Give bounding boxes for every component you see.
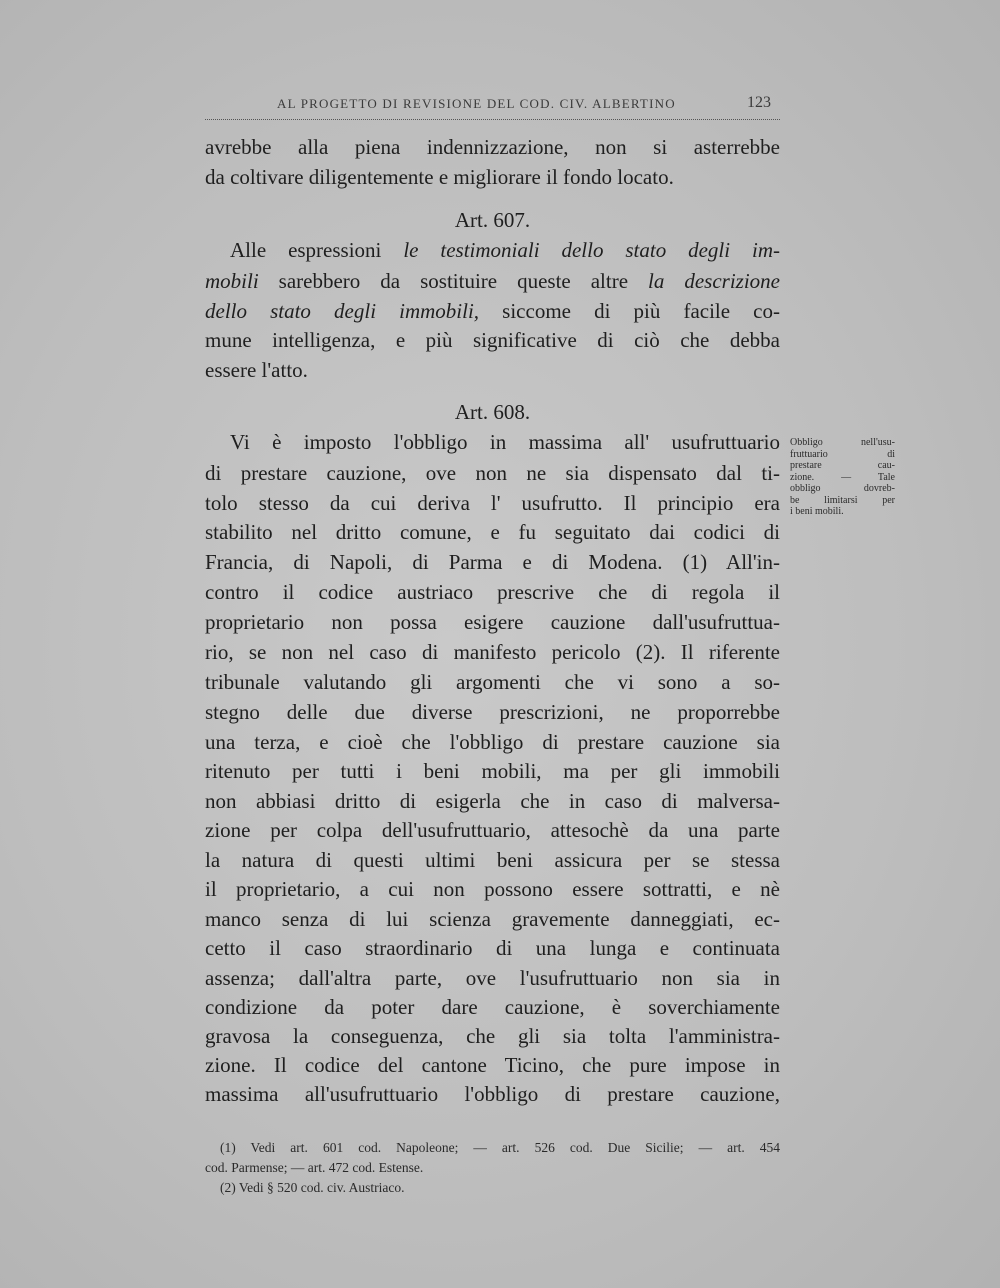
footnote-2: (2) Vedi § 520 cod. civ. Austriaco. — [220, 1180, 405, 1195]
body-line: rio, se non nel caso di manifesto pericolo (2). Il riferente — [205, 640, 780, 664]
footnote-1: (1) Vedi art. 601 cod. Napoleone; — art. 526 cod. Due Sicilie; — art. 454 — [220, 1140, 780, 1155]
body-line: Francia, di Napoli, di Parma e di Modena. (1) All'in- — [205, 550, 780, 574]
body-line: tolo stesso da cui deriva l' usufrutto. Il principio era — [205, 491, 780, 515]
marginal-note-line: be limitarsi per — [790, 494, 895, 506]
body-line: massima all'usufruttuario l'obbligo di prestare cauzione, — [205, 1082, 780, 1106]
marginal-note-line: obbligo dovreb- — [790, 483, 895, 494]
body-line: proprietario non possa esigere cauzione dall'usufruttua- — [205, 610, 780, 634]
body-line: tribunale valutando gli argomenti che vi sono a so- — [205, 670, 780, 694]
marginal-note-line: i beni mobili. — [790, 506, 844, 517]
body-line: la natura di questi ultimi beni assicura per se stessa — [205, 848, 780, 872]
body-line: contro il codice austriaco prescrive che di regola il — [205, 580, 780, 604]
body-line: il proprietario, a cui non possono essere sottratti, e nè — [205, 877, 780, 901]
body-line: stegno delle due diverse prescrizioni, ne proporrebbe — [205, 700, 780, 724]
marginal-note — [790, 437, 895, 518]
running-head — [205, 94, 785, 116]
body-line: cetto il caso straordinario di una lunga e continuata — [205, 936, 780, 960]
article-heading-608: Art. 608. — [454, 400, 531, 424]
body-line: una terza, e cioè che l'obbligo di prestare cauzione sia — [205, 730, 780, 754]
body-line: essere l'atto. — [205, 358, 308, 382]
body-line: Alle espressioni le testimoniali dello stato degli im- — [230, 238, 781, 262]
body-line: Vi è imposto l'obbligo in massima all' usufruttuario — [230, 430, 780, 454]
body-line: dello stato degli immobili, siccome di più facile co- — [205, 299, 780, 323]
body-line: stabilito nel dritto comune, e fu seguitato dai codici di — [205, 520, 780, 544]
body-line: zione. Il codice del cantone Ticino, che pure impose in — [205, 1053, 780, 1077]
body-line: di prestare cauzione, ove non ne sia dispensato dal ti- — [205, 461, 780, 485]
body-line: condizione da poter dare cauzione, è soverchiamente — [205, 995, 780, 1019]
body-line: assenza; dall'altra parte, ove l'usufruttuario non sia in — [205, 966, 780, 990]
header-rule — [205, 119, 780, 120]
body-line: non abbiasi dritto di esigerla che in caso di malversa- — [205, 789, 780, 813]
marginal-note-line: fruttuario di — [790, 448, 895, 460]
body-line: avrebbe alla piena indennizzazione, non si asterrebbe — [205, 135, 780, 159]
body-line: ritenuto per tutti i beni mobili, ma per gli immobili — [205, 759, 780, 783]
marginal-note-line: prestare cau- — [790, 460, 895, 471]
page-number: 123 — [747, 94, 771, 111]
body-line: gravosa la conseguenza, che gli sia tolta l'amministra- — [205, 1024, 780, 1048]
footnote-1-continued: cod. Parmense; — art. 472 cod. Estense. — [205, 1160, 424, 1175]
article-heading-607: Art. 607. — [454, 208, 531, 232]
body-line: da coltivare diligentemente e migliorare il fondo locato. — [205, 165, 674, 189]
body-line: manco senza di lui scienza gravemente danneggiati, ec- — [205, 907, 780, 931]
body-line: mune intelligenza, e più significative di ciò che debba — [205, 328, 780, 352]
marginal-note-line: Obbligo nell'usu- — [790, 437, 895, 448]
body-line: zione per colpa dell'usufruttuario, attesochè da una parte — [205, 818, 780, 842]
running-title: AL PROGETTO DI REVISIONE DEL COD. CIV. ALBERTINO — [277, 96, 676, 111]
body-line: mobili sarebbero da sostituire queste altre la descrizione — [205, 269, 781, 293]
marginal-note-line: zione. — Tale — [790, 471, 895, 483]
